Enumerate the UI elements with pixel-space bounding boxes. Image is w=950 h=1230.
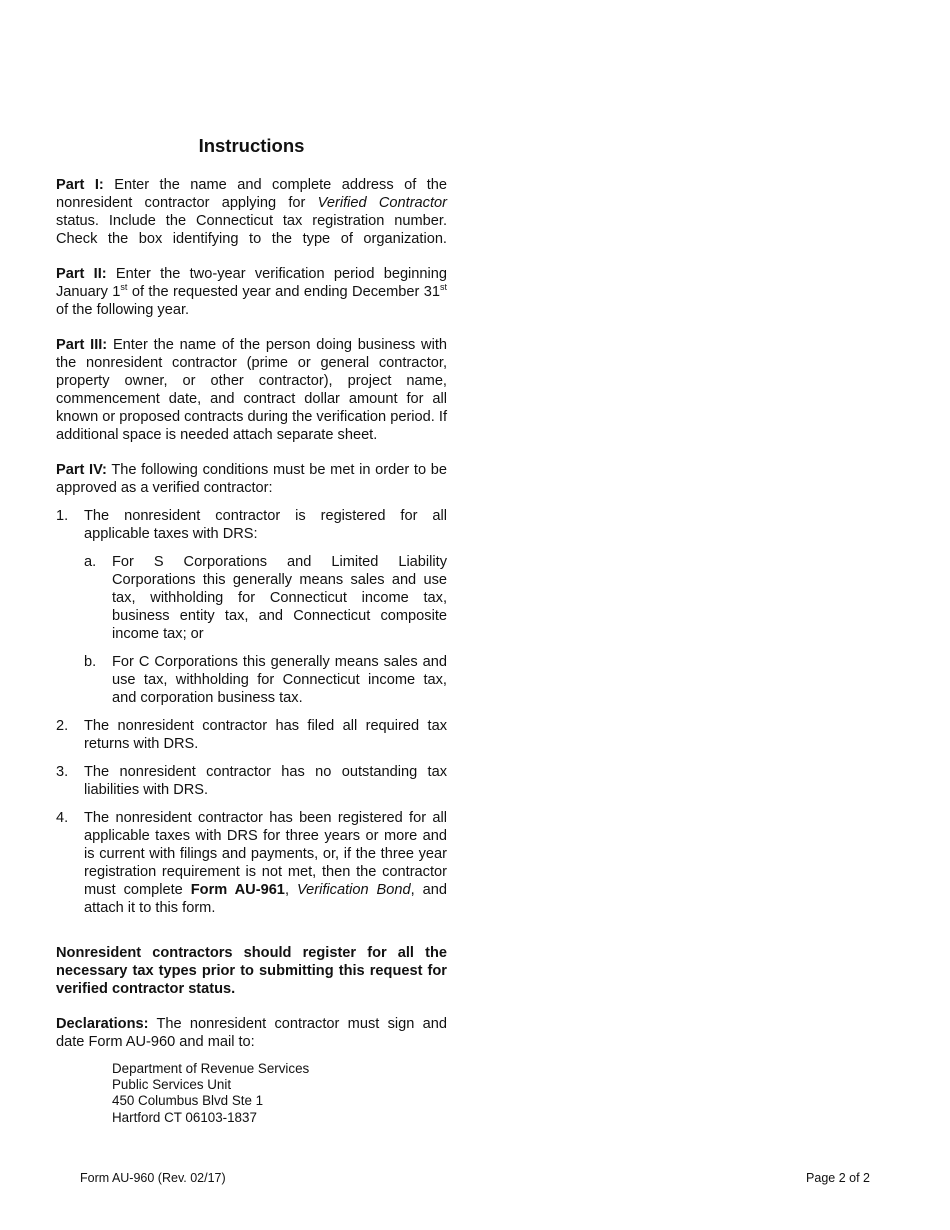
sub-letter: b. [84, 654, 97, 670]
sub-list [84, 553, 447, 707]
form-au-961-ref: Form AU-961 [190, 882, 285, 898]
part-4-paragraph [56, 461, 447, 497]
notice-text: Nonresident contractors should register for all the necessary tax types prior to submitting this request for verified contractor status. [56, 945, 447, 997]
list-text: The nonresident contractor has filed all required tax returns with DRS. [84, 718, 447, 752]
list-number: 1. [56, 508, 69, 524]
verification-bond-ref: Verification Bond [296, 882, 411, 898]
list-number: 2. [56, 718, 69, 734]
item-4-text-a: The nonresident contractor has been registered for all applicable taxes with DRS for three years or more and is current with filings and payments, or, if the three year registration requirement is not met, then the contractor must complete [84, 810, 447, 898]
address-line-3: 450 Columbus Blvd Ste 1 [112, 1093, 264, 1109]
page-number: Page 2 of 2 [806, 1171, 870, 1185]
list-number: 4. [56, 810, 69, 826]
list-text: The nonresident contractor is registered for all applicable taxes with DRS: [84, 508, 447, 542]
item-4-separator: , [284, 882, 289, 898]
sub-letter: a. [84, 554, 97, 570]
sub-text: For S Corporations and Limited Liability Corporations this generally means sales and use tax, withholding for Connecticut income tax, business entity tax, and Connecticut composite income tax; or [112, 554, 447, 642]
sub-item-a [84, 553, 447, 643]
list-item-2 [56, 717, 447, 753]
address-line-2: Public Services Unit [112, 1077, 232, 1093]
part-2-text-c: of the following year. [56, 302, 190, 318]
part-2-paragraph [56, 265, 447, 319]
declarations-text: The nonresident contractor must sign and date Form AU-960 and mail to: [56, 1016, 447, 1050]
page-title: Instructions [198, 135, 305, 156]
instructions-column [56, 134, 447, 1126]
part-2-text-a: Enter the two-year verification period beginning January 1 [56, 266, 448, 300]
address-line-1: Department of Revenue Services [112, 1061, 310, 1076]
list-item-3 [56, 763, 447, 799]
address-line-4: Hartford CT 06103-1837 [112, 1109, 257, 1125]
part-3-text: Enter the name of the person doing business with the nonresident contractor (prime or general contractor, property owner, or other contractor), project name, commencement date, and contract dollar amount for all known or proposed contracts during the verification period. If additional space is needed attach separate sheet. [56, 337, 448, 443]
part-4-text: The following conditions must be met in order to be approved as a verified contractor: [56, 462, 447, 496]
part-1-text-b: status. Include the Connecticut tax registration number. Check the box identifying to the type of organization. [56, 213, 447, 247]
notice-paragraph [56, 944, 447, 998]
part-3-label: Part III: [56, 337, 108, 353]
list-item-1 [56, 507, 447, 543]
part-2-sup-b: st [439, 282, 447, 292]
item-4-text-b: , and attach it to this form. [84, 882, 447, 916]
part-1-label: Part I: [56, 177, 104, 193]
sub-item-b [84, 653, 447, 707]
part-1-text-a: Enter the name and complete address of the nonresident contractor applying for [56, 177, 448, 211]
list-item-4 [56, 809, 447, 917]
form-footer: Form AU-960 (Rev. 02/17) [80, 1171, 226, 1185]
part-3-paragraph [56, 336, 447, 444]
list-text: The nonresident contractor has no outstanding tax liabilities with DRS. [84, 764, 447, 798]
part-1-emphasis: Verified Contractor [317, 195, 447, 211]
mailing-address [112, 1061, 447, 1126]
list-number: 3. [56, 764, 69, 780]
declarations-paragraph [56, 1015, 447, 1051]
part-2-sup-a: st [120, 282, 128, 292]
part-2-label: Part II: [56, 266, 107, 282]
sub-text: For C Corporations this generally means sales and use tax, withholding for Connecticut income tax, and corporation business tax. [112, 654, 447, 706]
part-1-paragraph [56, 176, 447, 248]
declarations-label: Declarations: [56, 1016, 149, 1032]
part-2-text-b: of the requested year and ending December 31 [131, 284, 440, 300]
list-text [84, 809, 447, 917]
part-4-label: Part IV: [56, 462, 107, 478]
